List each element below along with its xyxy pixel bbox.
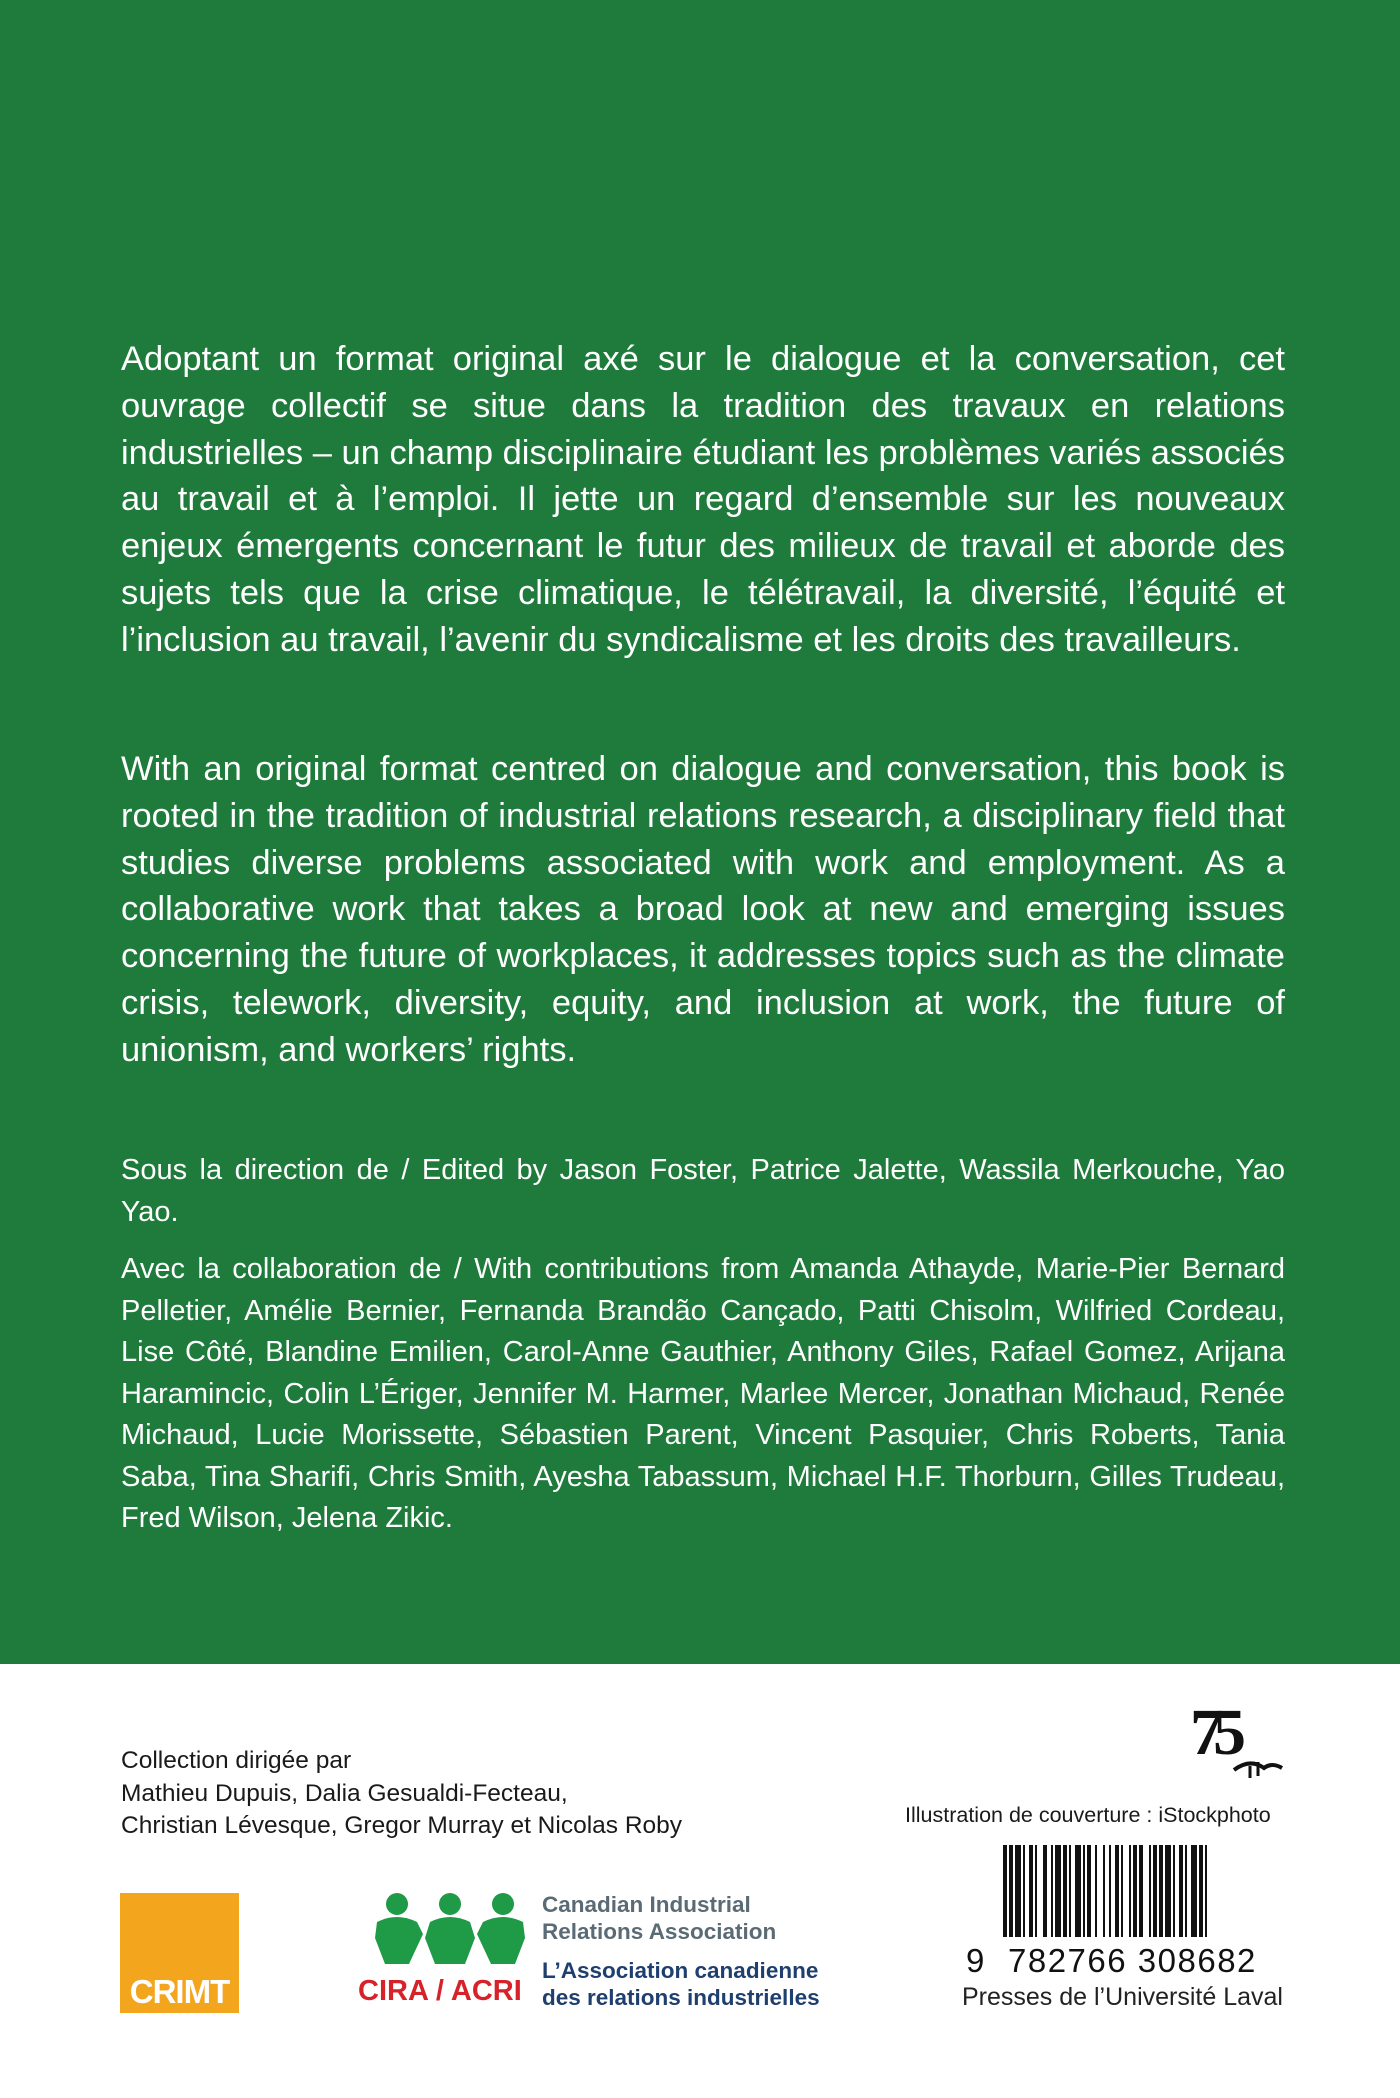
barcode-bar [1063, 1845, 1067, 1937]
anniversary-75-text: 75 [1190, 1696, 1236, 1769]
barcode-bar [1023, 1845, 1025, 1937]
isbn-barcode [1003, 1845, 1271, 1955]
collection-credit [121, 1745, 682, 1843]
crimt-logo [120, 1893, 239, 2013]
barcode-bar [1009, 1845, 1013, 1937]
barcode-bar [1205, 1845, 1207, 1937]
barcode-bar [1095, 1845, 1097, 1937]
anniversary-75-logo [1188, 1696, 1288, 1784]
collection-line-1: Mathieu Dupuis, Dalia Gesualdi-Fecteau, [121, 1779, 568, 1807]
barcode-bar [1043, 1845, 1047, 1937]
isbn-lead-digit: 9 [966, 1942, 985, 1979]
barcode-bar [1087, 1845, 1091, 1937]
barcode-bar [1083, 1845, 1085, 1937]
barcode-bar [1173, 1845, 1175, 1937]
barcode-bar [1153, 1845, 1157, 1937]
contributors-text: Avec la collaboration de / With contributions from Amanda Athayde, Marie-Pier Bernard Pelletier, Amélie Bernier, Fernanda Brandão Cançado, Patti Chisolm, Wilfried Cordeau, Lise Côté, Blandine Emilien, Carol-Anne Gauthier, Anthony Giles, Rafael Gomez, Arijana Haramincic, Colin L’Ériger, Jennifer M. Harmer, Marlee Mercer, Jonathan Michaud, Renée Michaud, Lucie Morissette, Sébastien Parent, Vincent Pasquier, Chris Roberts, Tania Saba, Tina Sharifi, Chris Smith, Ayesha Tabassum, Michael H.F. Thorburn, Gilles Trudeau, Fred Wilson, Jelena Zikic. [121, 1253, 1285, 1534]
barcode-bar [1185, 1845, 1187, 1937]
contributors-credit [121, 1249, 1285, 1540]
illustration-credit: Illustration de couverture : iStockphoto [905, 1803, 1271, 1827]
cira-name-english [542, 1891, 776, 1945]
barcode-bar [1115, 1845, 1119, 1937]
barcode-bar [1051, 1845, 1053, 1937]
cira-name-french [542, 1957, 820, 2011]
cira-name-english-line-1: Canadian Industrial [542, 1892, 751, 1917]
barcode-bar [1069, 1845, 1071, 1937]
barcode-bar [1199, 1845, 1203, 1937]
barcode-bar [1055, 1845, 1061, 1937]
barcode-bar [1003, 1845, 1007, 1937]
barcode-bar [1165, 1845, 1171, 1937]
barcode-bar [1191, 1845, 1197, 1937]
barcode-bar [1133, 1845, 1137, 1937]
editors-text: Sous la direction de / Edited by Jason Foster, Patrice Jalette, Wassila Merkouche, Yao Yao. [121, 1154, 1285, 1228]
collection-line-2: Christian Lévesque, Gregor Murray et Nicolas Roby [121, 1812, 683, 1839]
english-description [121, 746, 1285, 1074]
barcode-bar [1015, 1845, 1021, 1937]
french-description [121, 336, 1285, 664]
cira-name-french-line-2: des relations industrielles [542, 1985, 820, 2010]
barcode-bar [1103, 1845, 1105, 1937]
isbn-digits: 782766 308682 [1008, 1942, 1257, 1979]
barcode-bar [1149, 1845, 1151, 1937]
barcode-bar [1075, 1845, 1081, 1937]
collection-heading: Collection dirigée par [121, 1747, 352, 1774]
barcode-bar [1029, 1845, 1033, 1937]
cira-acronym: CIRA / ACRI [358, 1975, 522, 2007]
editors-credit [121, 1150, 1285, 1233]
barcode-bar [1121, 1845, 1123, 1937]
publisher-name: Presses de l’Université Laval [962, 1983, 1283, 2011]
barcode-bar [1179, 1845, 1183, 1937]
barcode-bar [1159, 1845, 1163, 1937]
crimt-logo-text: CRIMT [129, 1973, 230, 2010]
french-description-text: Adoptant un format original axé sur le dialogue et la conversation, cet ouvrage collectif se situe dans la tradition des travaux en relations industrielles – un champ disciplinaire étudiant les problèmes variés associés au travail et à l’emploi. Il jette un regard d’ensemble sur les nouveaux enjeux émergents concernant le futur des milieux de travail et aborde des sujets tels que la crise climatique, le télétravail, la diversité, l’équité et l’inclusion au travail, l’avenir du syndicalisme et les droits des travailleurs. [121, 340, 1286, 659]
cira-name-english-line-2: Relations Association [542, 1919, 777, 1944]
barcode-bar [1035, 1845, 1037, 1937]
cira-people-icon [375, 1892, 525, 1964]
english-description-text: With an original format centred on dialogue and conversation, this book is rooted in the tradition of industrial relations research, a disciplinary field that studies diverse problems associated with work and employment. As a collaborative work that takes a broad look at new and emerging issues concerning the future of workplaces, it addresses topics such as the climate crisis, telework, diversity, equity, and inclusion at work, the future of unionism, and workers’ rights. [121, 750, 1285, 1069]
barcode-bar [1129, 1845, 1131, 1937]
barcode-bar [1139, 1845, 1143, 1937]
barcode-bar [1109, 1845, 1111, 1937]
cira-name-french-line-1: L’Association canadienne [542, 1958, 819, 1983]
